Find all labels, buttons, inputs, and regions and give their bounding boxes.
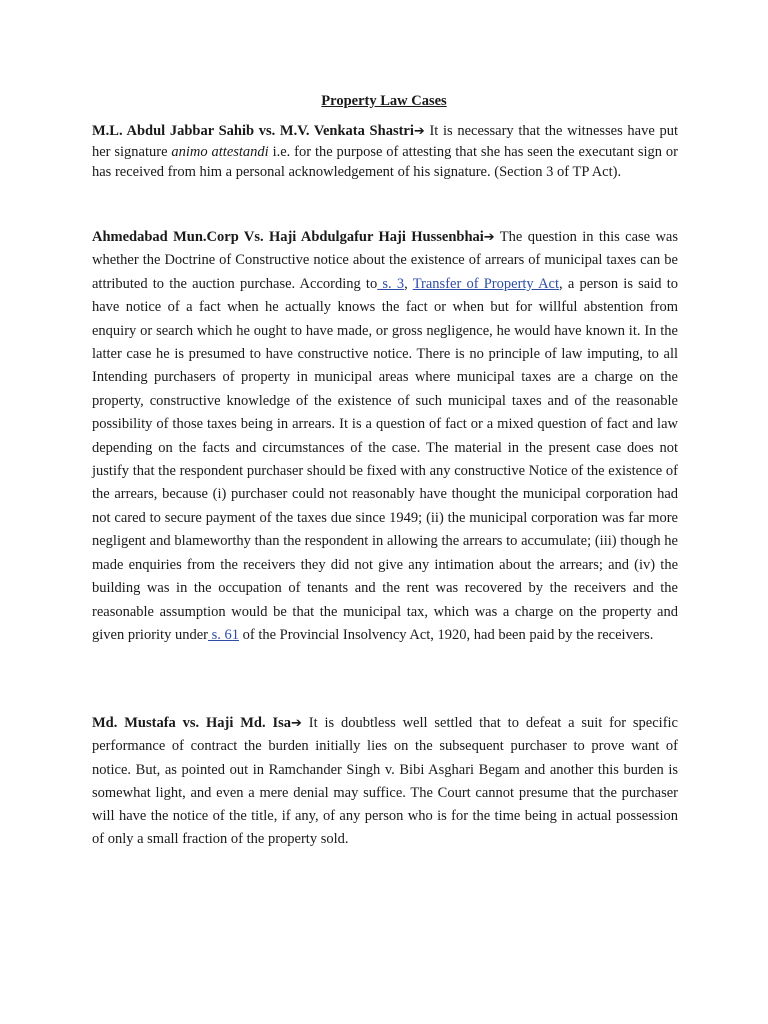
arrow-right-icon: ➔ <box>413 124 425 139</box>
case-text: , a person is said to have notice of a fact when he actually knows the fact or when but for willful abstention from enquiry or search which he ought to have made, or gross negligence, he would have known it. In the latter case he is presumed to have constructive notice. There is no principle of law imputing, to all Intending purchasers of property in municipal areas where municipal taxes are a charge on the property, constructive knowledge of the existence of such municipal taxes and of the reasonable possibility of those taxes being in arrears. It is a question of fact or a mixed question of fact and law depending on the facts and circumstances of the case. The material in the present case does not justify that the respondent purchaser should be fixed with any constructive Notice of the existence of the arrears, because (i) purchaser could not reasonably have thought the municipal corporation had not cared to secure payment of the taxes due since 1949; (ii) the municipal corporation was far more negligent and blameworthy than the respondent in allowing the arrears to accumulate; (iii) though he made enquiries from the receivers they did not give any intimation about the arrears; and (iv) the building was in the occupation of tenants and the rent was recovered by the receivers and the reasonable assumption would be that the municipal tax, which was a charge on the property and given priority under <box>92 275 678 643</box>
case-name: Ahmedabad Mun.Corp Vs. Haji Abdulgafur Haji Hussenbhai <box>92 229 484 245</box>
case-text: The question in this case was whether the Doctrine of Constructive notice about the existence of arrears of municipal taxes can be attributed to the auction purchase. According to <box>92 229 678 292</box>
case-text: i.e. for the purpose of attesting that she has seen the executant sign or has received from him a personal acknowledgement of his signature. (Section 3 of TP Act). <box>92 144 678 180</box>
latin-term: animo attestandi <box>171 144 269 160</box>
case-text: of the Provincial Insolvency Act, 1920, had been paid by the receivers. <box>239 626 654 643</box>
arrow-right-icon: ➔ <box>483 230 495 245</box>
case-paragraph-mustafa <box>92 712 678 852</box>
case-paragraph-ahmedabad <box>92 226 678 647</box>
page-title: Property Law Cases <box>321 93 447 109</box>
case-paragraph-jabbar-sahib <box>92 121 678 182</box>
transfer-of-property-act-link[interactable]: Transfer of Property Act <box>412 275 560 292</box>
case-name: M.L. Abdul Jabbar Sahib vs. M.V. Venkata Shastri <box>92 123 414 139</box>
case-name: Md. Mustafa vs. Haji Md. Isa <box>92 715 291 731</box>
arrow-right-icon: ➔ <box>290 716 302 731</box>
separator: , <box>404 275 413 292</box>
case-text: It is necessary that the witnesses have put her signature <box>92 123 678 160</box>
case-text: It is doubtless well settled that to defeat a suit for specific performance of contract the burden initially lies on the subsequent purchaser to prove want of notice. But, as pointed out in Ramchander Singh v. Bibi Asghari Begam and another this burden is somewhat light, and even a mere denial may suffice. The Court cannot presume that the purchaser will have the notice of the title, if any, of any person who is for the time being in actual possession of only a small fraction of the property sold. <box>92 715 678 848</box>
section-61-link[interactable]: s. 61 <box>207 626 240 643</box>
section-3-link[interactable]: s. 3 <box>377 275 405 292</box>
